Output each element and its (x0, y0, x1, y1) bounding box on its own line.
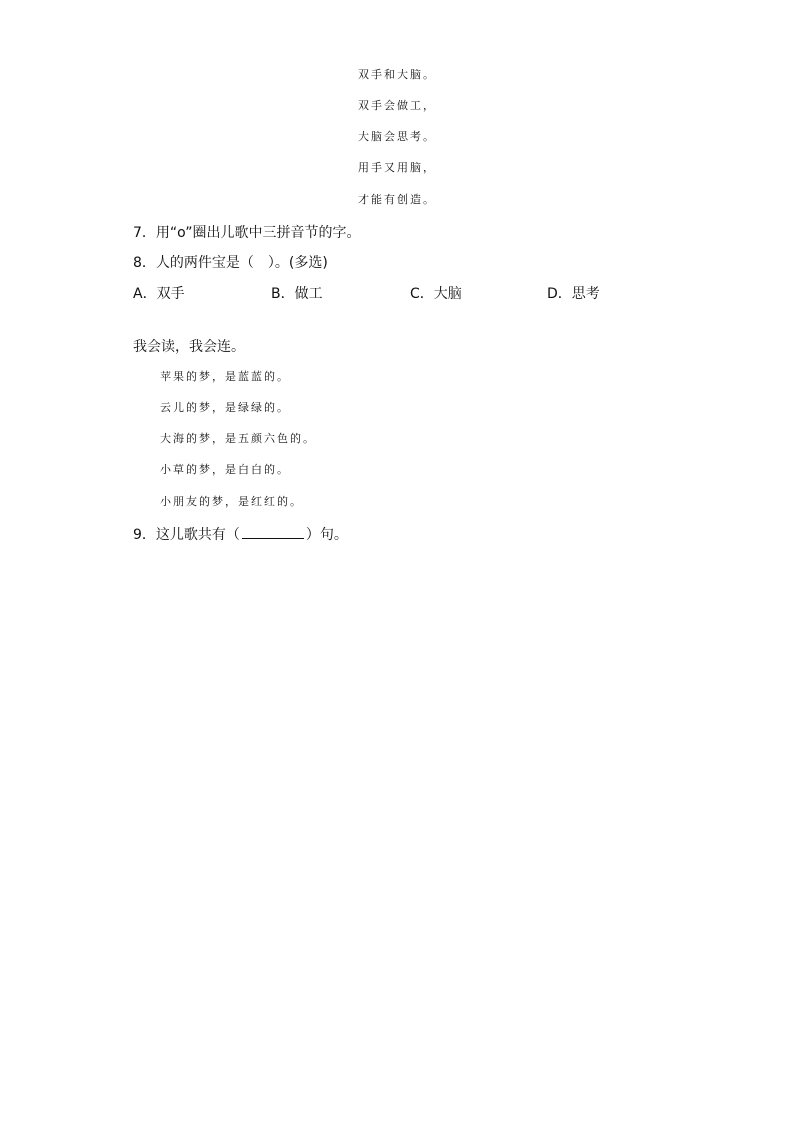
question-text-after: ）。(多选) (267, 255, 328, 271)
poem-line: 小朋友的梦，是红红的。 (160, 495, 303, 508)
option-c[interactable]: C．大脑 (410, 286, 462, 302)
poem-line: 双手会做工， (358, 99, 436, 112)
question-text-before: 人的两件宝是（ (155, 255, 254, 271)
answer-blank[interactable] (242, 524, 304, 539)
poem-line: 苹果的梦，是蓝蓝的。 (160, 370, 290, 383)
question-text-before: 这儿歌共有（ (155, 527, 240, 543)
option-d[interactable]: D．思考 (547, 286, 600, 302)
question-number: 9． (133, 527, 156, 543)
option-b[interactable]: B．做工 (271, 286, 323, 302)
poem-line: 云儿的梦，是绿绿的。 (160, 401, 290, 414)
answer-options (133, 285, 693, 303)
poem-line: 用手又用脑， (358, 161, 436, 174)
poem-line: 双手和大脑。 (358, 68, 436, 81)
option-a[interactable]: A．双手 (133, 286, 185, 302)
question-number: 7． (133, 225, 156, 241)
question-text: 用“o”圈出儿歌中三拼音节的字。 (155, 225, 361, 241)
poem-line: 大脑会思考。 (358, 130, 436, 143)
poem-line: 才能有创造。 (358, 193, 436, 206)
question-9 (133, 524, 348, 544)
poem-line: 大海的梦，是五颜六色的。 (160, 432, 316, 445)
section-heading: 我会读，我会连。 (133, 339, 245, 355)
question-8 (133, 254, 328, 272)
poem-line: 小草的梦，是白白的。 (160, 463, 290, 476)
question-number: 8． (133, 255, 156, 271)
question-text-after: ）句。 (305, 527, 348, 543)
question-7 (133, 224, 361, 242)
